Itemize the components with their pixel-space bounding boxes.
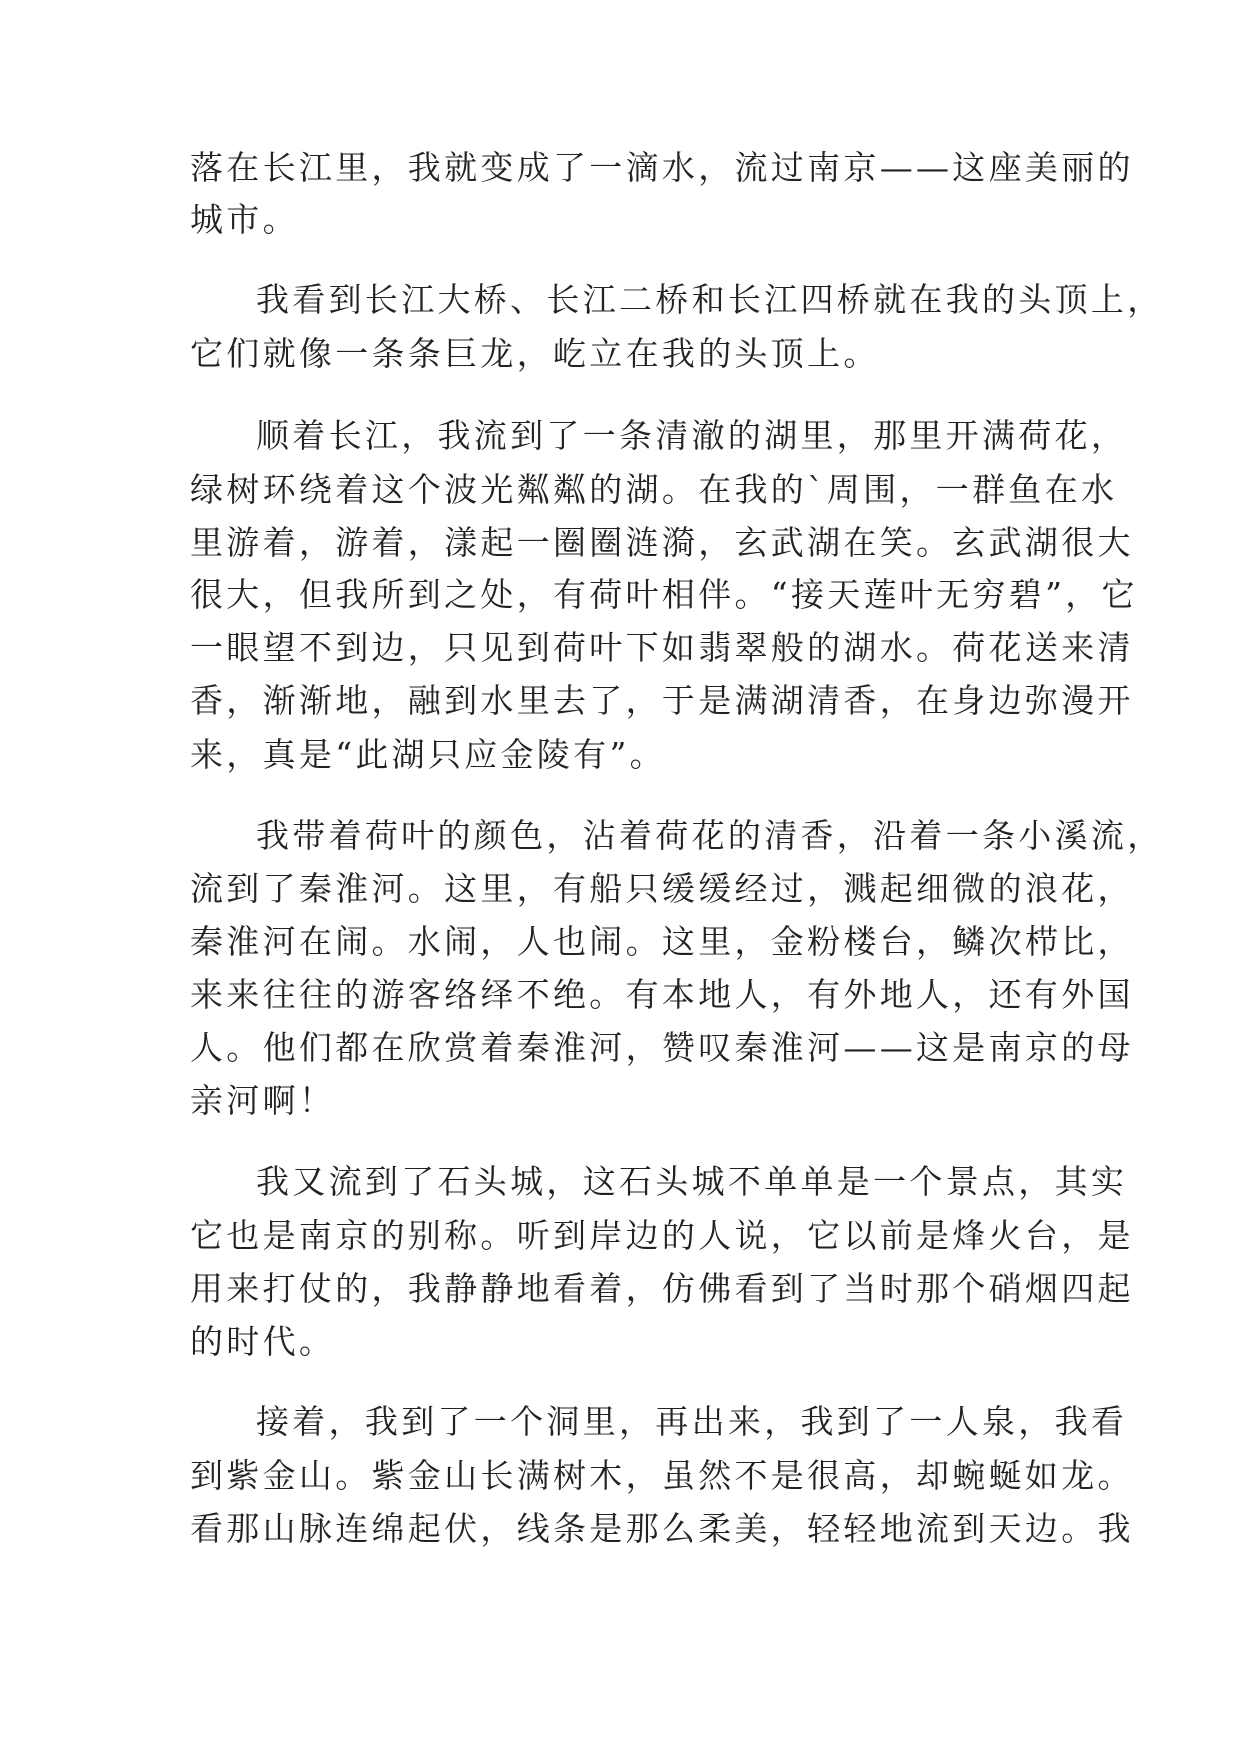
text-line: 城市。 [190,200,299,239]
text-line: 香，渐渐地，融到水里去了，于是满湖清香，在身边弥漫开 [190,681,1134,720]
text-line: 的时代。 [190,1322,336,1361]
text-line: 里游着，游着，漾起一圈圈涟漪，玄武湖在笑。玄武湖很大 [190,523,1134,562]
text-line: 用来打仗的，我静静地看着，仿佛看到了当时那个硝烟四起 [190,1269,1134,1308]
text-line: 流到了秦淮河。这里，有船只缓缓经过，溅起细微的浪花， [190,869,1134,908]
text-line: 顺着长江，我流到了一条清澈的湖里，那里开满荷花， [256,416,1128,455]
text-line: 它也是南京的别称。听到岸边的人说，它以前是烽火台，是 [190,1216,1134,1255]
text-line: 到紫金山。紫金山长满树木，虽然不是很高，却蜿蜒如龙。 [190,1456,1134,1495]
text-line: 秦淮河在闹。水闹，人也闹。这里，金粉楼台，鳞次栉比， [190,922,1134,961]
text-line: 看那山脉连绵起伏，线条是那么柔美，轻轻地流到天边。我 [190,1509,1134,1548]
text-line: 很大，但我所到之处，有荷叶相伴。“接天莲叶无穷碧”，它 [190,575,1138,614]
text-line: 我带着荷叶的颜色，沾着荷花的清香，沿着一条小溪流， [256,816,1164,855]
text-line: 落在长江里，我就变成了一滴水，流过南京——这座美丽的 [190,148,1134,187]
text-line: 来来往往的游客络绎不绝。有本地人，有外地人，还有外国 [190,975,1134,1014]
text-line: 一眼望不到边，只见到荷叶下如翡翠般的湖水。荷花送来清 [190,628,1134,667]
text-line: 亲河啊！ [190,1081,336,1120]
text-line: 来，真是“此湖只应金陵有”。 [190,735,666,774]
text-line: 我又流到了石头城，这石头城不单单是一个景点，其实 [256,1162,1128,1201]
text-line: 它们就像一条条巨龙，屹立在我的头顶上。 [190,334,880,373]
text-line: 接着，我到了一个洞里，再出来，我到了一人泉，我看 [256,1402,1128,1441]
text-line: 我看到长江大桥、长江二桥和长江四桥就在我的头顶上， [256,280,1164,319]
text-line: 人。他们都在欣赏着秦淮河，赞叹秦淮河——这是南京的母 [190,1028,1134,1067]
text-line: 绿树环绕着这个波光粼粼的湖。在我的`周围，一群鱼在水 [190,470,1118,509]
